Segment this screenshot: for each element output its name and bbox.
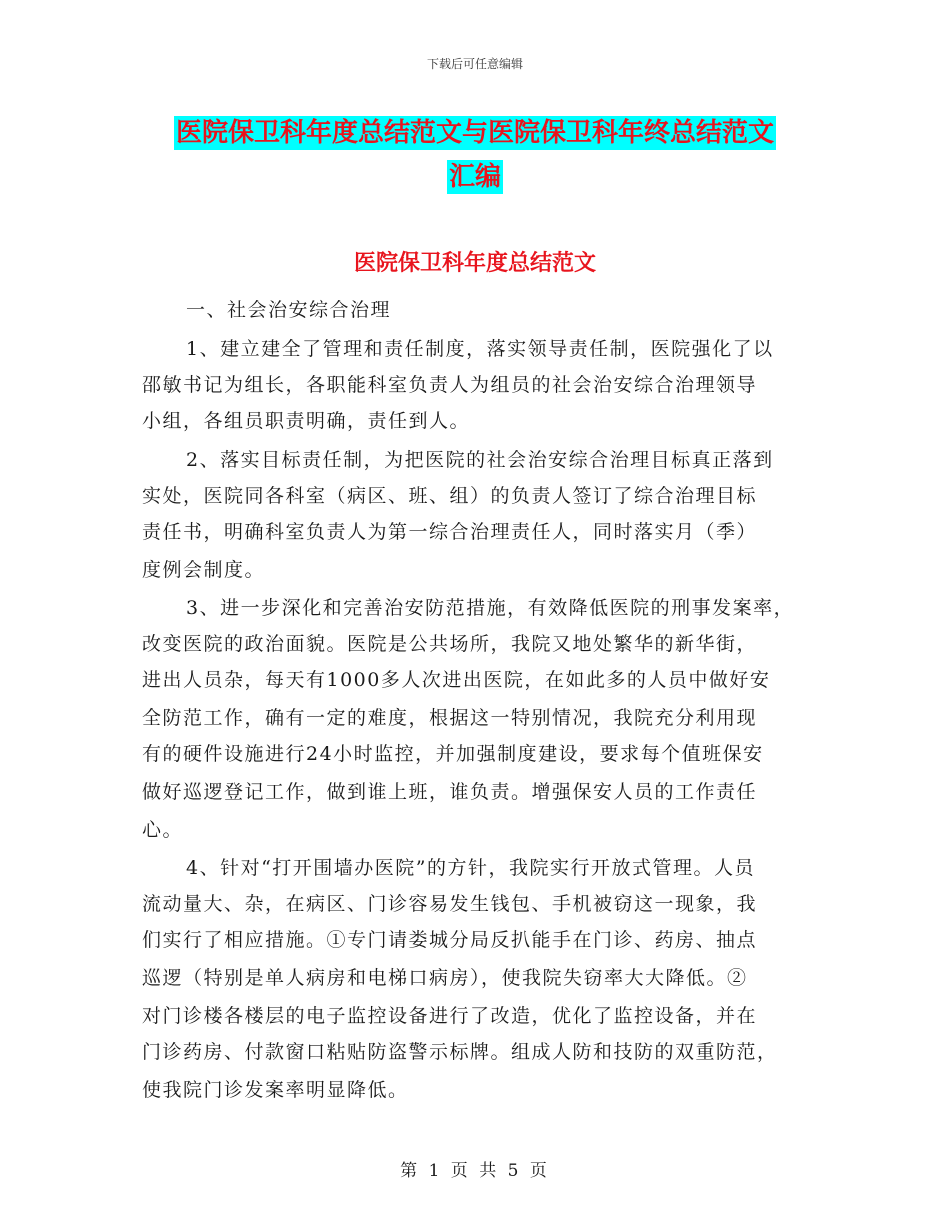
heading-1: 一、社会治安综合治理 <box>186 299 392 321</box>
paragraph-line: 有的硬件设施进行24小时监控，并加强制度建设，要求每个值班保安 <box>142 743 764 765</box>
section-title: 医院保卫科年度总结范文 <box>353 251 596 276</box>
paragraph-line: 实处，医院同各科室（病区、班、组）的负责人签订了综合治理目标 <box>142 485 758 507</box>
title-highlight: 医院保卫科年度总结范文与医院保卫科年终总结范文 <box>175 118 774 148</box>
paragraph-line: 2、落实目标责任制，为把医院的社会治安综合治理目标真正落到 <box>186 449 774 471</box>
title-highlight: 汇编 <box>448 162 501 192</box>
document-title-line-2 <box>0 156 950 193</box>
paragraph-line: 巡逻（特别是单人病房和电梯口病房），使我院失窃率大大降低。② <box>142 967 748 989</box>
paragraph-line: 3、进一步深化和完善治安防范措施，有效降低医院的刑事发案率， <box>186 597 795 619</box>
header-note: 下载后可任意编辑 <box>426 57 523 71</box>
paragraph-line: 责任书，明确科室负责人为第一综合治理责任人，同时落实月（季） <box>142 521 758 543</box>
paragraph-line: 邵敏书记为组长，各职能科室负责人为组员的社会治安综合治理领导 <box>142 374 758 396</box>
paragraph-line: 小组，各组员职责明确，责任到人。 <box>142 410 471 432</box>
paragraph-line: 做好巡逻登记工作，做到谁上班，谁负责。增强保安人员的工作责任 <box>142 781 758 803</box>
paragraph-line: 全防范工作，确有一定的难度，根据这一特别情况，我院充分利用现 <box>142 707 758 729</box>
paragraph-line: 流动量大、杂，在病区、门诊容易发生钱包、手机被窃这一现象，我 <box>142 893 758 915</box>
paragraph-line: 进出人员杂，每天有1000多人次进出医院，在如此多的人员中做好安 <box>142 669 771 691</box>
paragraph-line: 度例会制度。 <box>142 559 266 581</box>
paragraph-line: 4、针对“打开围墙办医院”的方针，我院实行开放式管理。人员 <box>186 857 756 879</box>
paragraph-line: 对门诊楼各楼层的电子监控设备进行了改造，优化了监控设备，并在 <box>142 1005 758 1027</box>
paragraph-line: 1、建立建全了管理和责任制度，落实领导责任制，医院强化了以 <box>186 338 774 360</box>
paragraph-line: 使我院门诊发案率明显降低。 <box>142 1079 409 1101</box>
paragraph-line: 改变医院的政治面貌。医院是公共场所，我院又地处繁华的新华街， <box>142 633 758 655</box>
document-title-line-1 <box>0 112 950 149</box>
paragraph-line: 心。 <box>142 819 184 841</box>
paragraph-line: 门诊药房、付款窗口粘贴防盗警示标牌。组成人防和技防的双重防范， <box>142 1041 778 1063</box>
page-footer: 第 1 页 共 5 页 <box>400 1161 550 1181</box>
paragraph-line: 们实行了相应措施。①专门请娄城分局反扒能手在门诊、药房、抽点 <box>142 929 758 951</box>
